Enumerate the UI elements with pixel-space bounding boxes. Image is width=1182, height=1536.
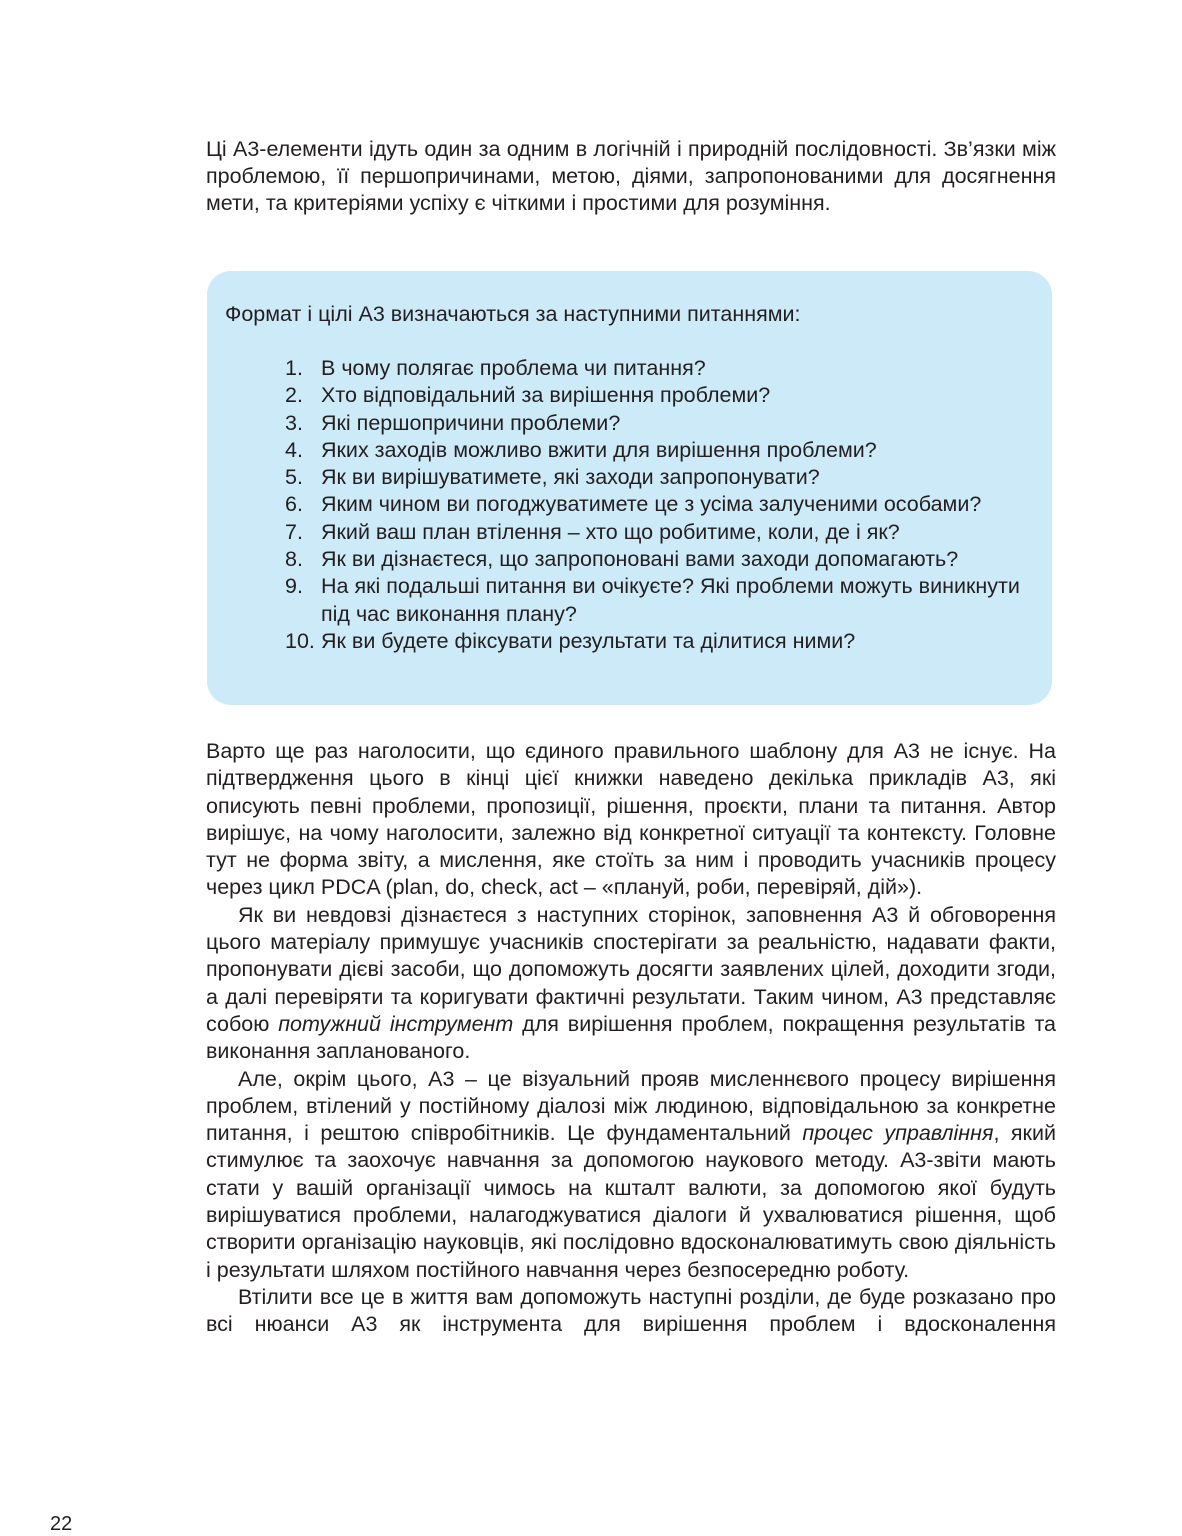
question-text: В чому полягає проблема чи питання? — [321, 356, 706, 380]
question-number: 9. — [285, 574, 303, 599]
question-number: 7. — [285, 519, 303, 544]
questions-list — [285, 355, 1045, 655]
body-paragraph-4: Втілити все це в життя вам допоможуть наступні розділи, де буде розказано про всі нюанси А3 як інструмента для вирішення проблем і вдосконалення — [206, 1284, 1056, 1337]
body-text — [206, 738, 1056, 1339]
question-item — [285, 382, 1045, 409]
emphasis-powerful-tool: потужний інструмент — [278, 1011, 514, 1036]
question-text: Як ви вирішуватимете, які заходи запропонувати? — [321, 465, 820, 490]
question-number: 8. — [285, 547, 303, 572]
question-text: Як ви будете фіксувати результати та ділитися ними? — [321, 628, 856, 653]
body-paragraph-1: Варто ще раз наголосити, що єдиного правильного шаблону для А3 не існує. На підтвердження цього в кінці цієї книжки наведено декілька прикладів А3, які описують певні проблеми, пропозиції, рішення, проєкти, плани та питання. Автор вирішує, на чому наголосити, залежно від конкретної ситуації та контексту. Головне тут не форма звіту, а мислення, яке стоїть за ним і проводить учасників процесу через цикл PDCA (plan, do, check, act – «плануй, роби, перевіряй, дій»). — [206, 739, 1056, 900]
body-paragraph-2-start: Як ви невдовзі дізнаєтеся з наступних сторінок, заповнення А3 й обговорення цього матеріалу примушує учасників спостерігати за реальністю, надавати факти, пропонувати дієві засоби, що допоможуть досягти заявлених цілей, доходити згоди, а далі перевіряти та коригувати фактичні результати. Таким чином, А3 представляє собою — [206, 902, 1056, 1036]
question-item — [285, 519, 1045, 546]
question-item — [285, 355, 1045, 382]
page-number: 22 — [50, 1513, 73, 1535]
question-number: 3. — [285, 410, 303, 435]
question-item — [285, 546, 1045, 573]
question-text: Яким чином ви погоджуватимете це з усіма залученими особами? — [321, 492, 982, 517]
intro-paragraph: Ці А3-елементи ідуть один за одним в логічній і природній послідовності. Зв’язки між проблемою, її першопричинами, метою, діями, запропонованими для досягнення мети, та критеріями успіху є чіткими і простими для розуміння. — [206, 137, 1056, 216]
question-text: Яких заходів можливо вжити для вирішення проблеми? — [321, 437, 877, 462]
question-number: 5. — [285, 465, 303, 490]
question-item — [285, 410, 1045, 437]
body-paragraph-3-start: Але, окрім цього, А3 – це візуальний прояв мисленнєвого процесу вирішення проблем, втілений у постійному діалозі між людиною, відповідальною за конкретне питання, і рештою співробітників. Це фундаментальний — [206, 1066, 1056, 1146]
question-item — [285, 573, 1045, 628]
emphasis-management-process: процес управління — [802, 1121, 994, 1146]
body-paragraph-3 — [206, 1066, 1056, 1284]
question-text: Як ви дізнаєтеся, що запропоновані вами заходи допомагають? — [321, 547, 959, 572]
question-number: 10. — [285, 628, 315, 653]
question-number: 4. — [285, 437, 303, 462]
body-paragraph-2 — [206, 902, 1056, 1066]
question-item — [285, 491, 1045, 518]
question-text: Які першопричини проблеми? — [321, 410, 621, 435]
question-text: Який ваш план втілення – хто що робитиме, коли, де і як? — [321, 519, 900, 544]
question-number: 2. — [285, 383, 303, 408]
body-paragraph-2-end: для вирішення проблем, покращення результатів та виконання запланованого. — [206, 1011, 1057, 1064]
question-item — [285, 437, 1045, 464]
question-text: На які подальші питання ви очікуєте? Які проблеми можуть виникнути під час виконання плану? — [321, 574, 1020, 626]
question-number: 6. — [285, 492, 303, 517]
question-item — [285, 464, 1045, 491]
questions-callout — [207, 271, 1052, 705]
body-paragraph-3-end: , який стимулює та заохочує навчання за допомогою наукового методу. А3-звіти мають стати у вашій організації чимось на кшталт валюти, за допомогою якої будуть вирішуватися проблеми, налагоджуватися діалоги й ухвалюватися рішення, щоб створити організацію науковців, які послідовно вдосконалюватимуть свою діяльність і результати шляхом постійного навчання через безпосередню роботу. — [206, 1121, 1056, 1282]
question-number: 1. — [285, 356, 303, 380]
callout-heading: Формат і цілі А3 визначаються за наступними питаннями: — [225, 302, 801, 326]
question-item — [285, 628, 1045, 655]
question-text: Хто відповідальний за вирішення проблеми? — [321, 383, 771, 408]
